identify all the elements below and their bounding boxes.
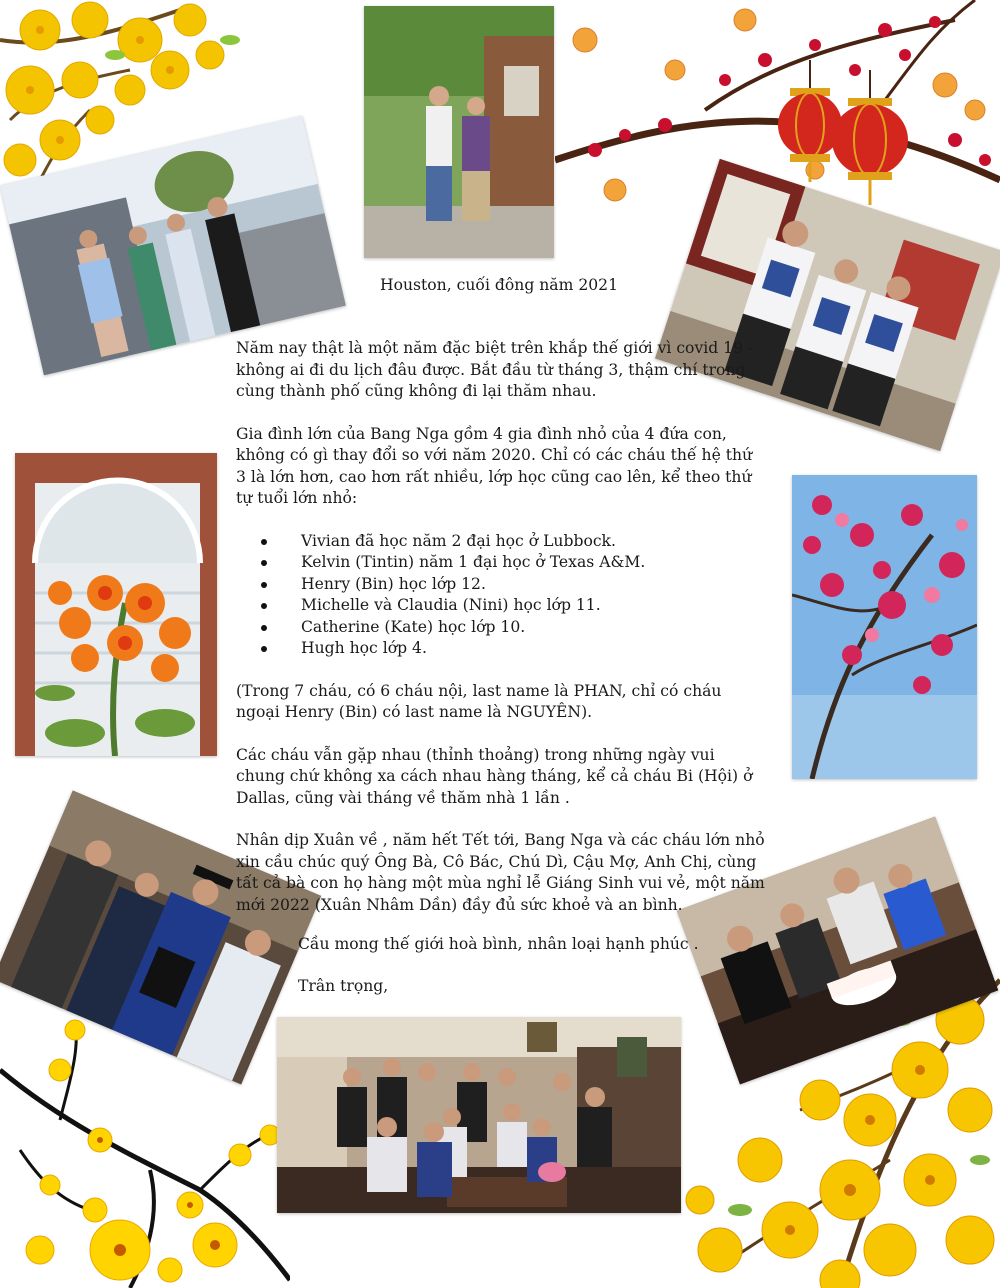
lantern-icon xyxy=(832,98,908,205)
list-item: Catherine (Kate) học lớp 10. xyxy=(279,617,766,639)
letter-body xyxy=(236,338,766,937)
peace-wish: Cầu mong thế giới hoà bình, nhân loại hạnh phúc . xyxy=(298,935,699,953)
list-item: Hugh học lớp 4. xyxy=(279,638,766,660)
paragraph-new-year-wishes: Nhân dịp Xuân về , năm hết Tết tới, Bang Nga và các cháu lớn nhỏ xin cầu chúc quý Ông Bà, Cô Bác, Chú Dì, Cậu Mợ, Anh Chị, cùng tất cả bà con họ hàng một mùa nghỉ lễ Giáng Sinh vui vẻ, một năm mới 2022 (Xuân Nhâm Dần) đầy đủ sức khoẻ và an bình. xyxy=(236,831,765,914)
grandchildren-list xyxy=(236,531,766,660)
list-item: Kelvin (Tintin) năm 1 đại học ở Texas A&M. xyxy=(279,552,766,574)
list-item: Michelle và Claudia (Nini) học lớp 11. xyxy=(279,595,766,617)
list-item: Henry (Bin) học lớp 12. xyxy=(279,574,766,596)
paragraph-family: Gia đình lớn của Bang Nga gồm 4 gia đình nhỏ của 4 đứa con, không có gì thay đổi so với năm 2020. Chỉ có các cháu thế hệ thứ 3 là lớn hơn, cao hơn rất nhiều, lớp học cũng cao lên, kể theo thứ tự tuổi lớn nhỏ: xyxy=(236,424,753,507)
photo-family-group xyxy=(277,1017,681,1213)
paragraph-meetings: Các cháu vẫn gặp nhau (thỉnh thoảng) trong những ngày vui chung chứ không xa cách nhau hàng tháng, kể cả cháu Bi (Hội) ở Dallas, cũng vài tháng về thăm nhà 1 lần . xyxy=(236,745,753,807)
paragraph-covid: Năm nay thật là một năm đặc biệt trên khắp thế giới vì covid 19 - không ai đi du lịch đâu được. Bắt đầu từ tháng 3, thậm chí trong cùng thành phố cũng không đi lại thăm nhau. xyxy=(236,339,754,400)
list-item: Vivian đã học năm 2 đại học ở Lubbock. xyxy=(279,531,766,553)
photo-grandparents-house xyxy=(364,6,554,258)
closing: Trân trọng, xyxy=(298,977,389,995)
photo-orange-flower-window xyxy=(15,453,217,756)
paragraph-last-names: (Trong 7 cháu, có 6 cháu nội, last name là PHAN, chỉ có cháu ngoại Henry (Bin) có last name là NGUYÊN). xyxy=(236,681,722,721)
photo-pink-blossom-tree xyxy=(792,475,977,779)
dateline: Houston, cuối đông năm 2021 xyxy=(380,276,619,294)
